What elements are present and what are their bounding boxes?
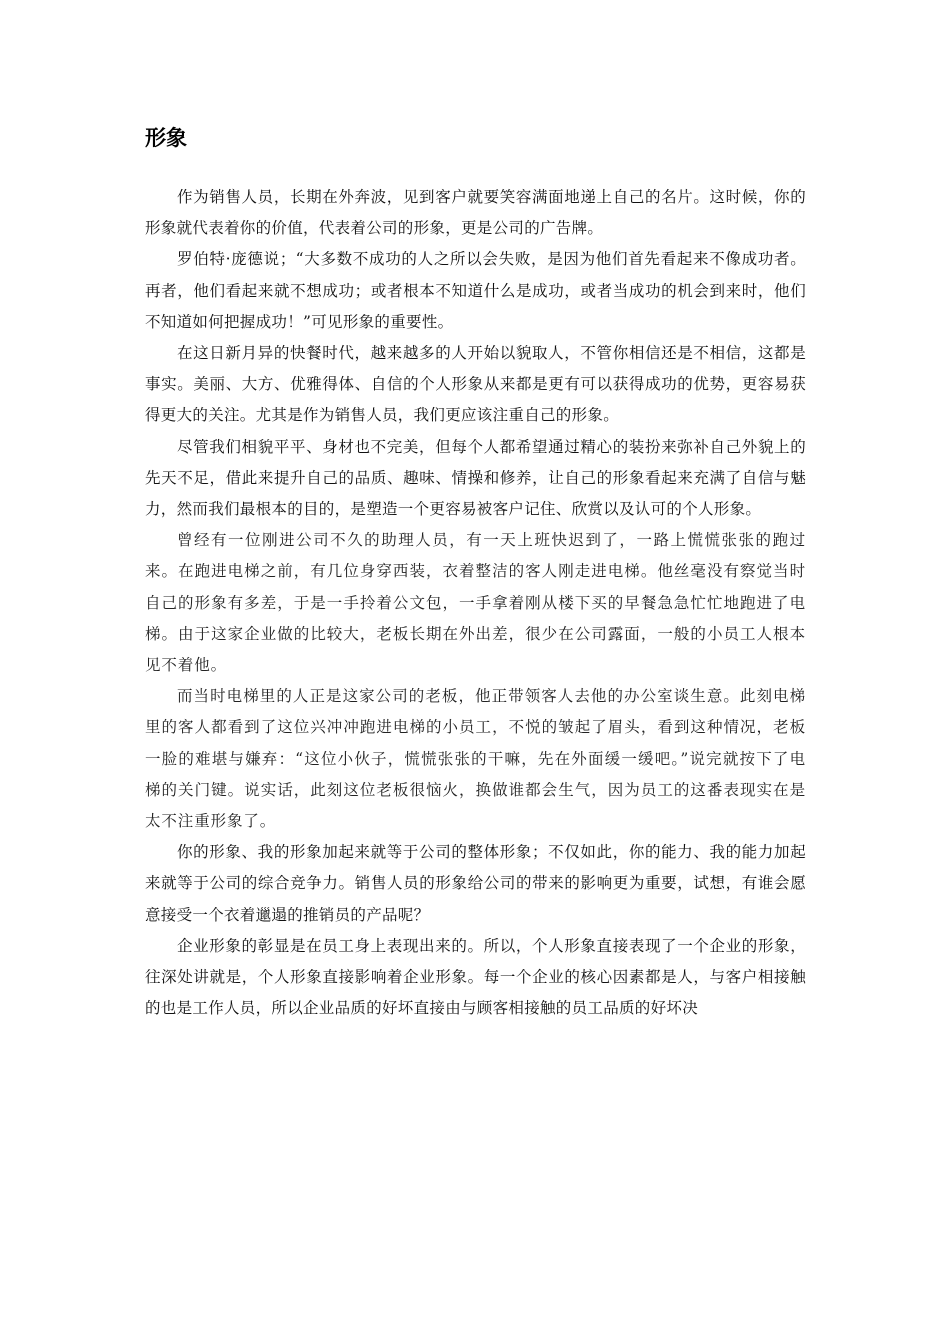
paragraph-5: 曾经有一位刚进公司不久的助理人员，有一天上班快迟到了，一路上慌慌张张的跑过来。在跑进电梯之前，有几位身穿西装，衣着整洁的客人刚走进电梯。他丝毫没有察觉当时自己的形象有多差，于是一手拎着公文包，一手拿着刚从楼下买的早餐急急忙忙地跑进了电梯。由于这家企业做的比较大，老板长期在外出差，很少在公司露面，一般的小员工人根本见不着他。 bbox=[145, 531, 806, 675]
paragraph-4: 尽管我们相貌平平、身材也不完美，但每个人都希望通过精心的装扮来弥补自己外貌上的先天不足，借此来提升自己的品质、趣味、情操和修养，让自己的形象看起来充满了自信与魅力，然而我们最根本的目的，是塑造一个更容易被客户记住、欣赏以及认可的个人形象。 bbox=[145, 437, 806, 519]
document-body bbox=[145, 182, 806, 1024]
document-title: 形象 bbox=[145, 126, 187, 150]
paragraph-8: 企业形象的彰显是在员工身上表现出来的。所以，个人形象直接表现了一个企业的形象，往深处讲就是，个人形象直接影响着企业形象。每一个企业的核心因素都是人，与客户相接触的也是工作人员，所以企业品质的好坏直接由与顾客相接触的员工品质的好坏决 bbox=[145, 936, 806, 1018]
paragraph-7: 你的形象、我的形象加起来就等于公司的整体形象；不仅如此，你的能力、我的能力加起来就等于公司的综合竞争力。销售人员的形象给公司的带来的影响更为重要，试想，有谁会愿意接受一个衣着邋遢的推销员的产品呢？ bbox=[145, 843, 806, 924]
paragraph-3: 在这日新月异的快餐时代，越来越多的人开始以貌取人，不管你相信还是不相信，这都是事实。美丽、大方、优雅得体、自信的个人形象从来都是更有可以获得成功的优势，更容易获得更大的关注。尤其是作为销售人员，我们更应该注重自己的形象。 bbox=[145, 344, 806, 425]
paragraph-1: 作为销售人员，长期在外奔波，见到客户就要笑容满面地递上自己的名片。这时候，你的形象就代表着你的价值，代表着公司的形象，更是公司的广告牌。 bbox=[145, 188, 806, 238]
paragraph-6: 而当时电梯里的人正是这家公司的老板，他正带领客人去他的办公室谈生意。此刻电梯里的客人都看到了这位兴冲冲跑进电梯的小员工，不悦的皱起了眉头，看到这种情况，老板一脸的难堪与嫌弃：“这位小伙子，慌慌张张的干嘛，先在外面缓一缓吧。”说完就按下了电梯的关门键。说实话，此刻这位老板很恼火，换做谁都会生气，因为员工的这番表现实在是太不注重形象了。 bbox=[145, 687, 806, 831]
paragraph-2: 罗伯特·庞德说；“大多数不成功的人之所以会失败，是因为他们首先看起来不像成功者。再者，他们看起来就不想成功；或者根本不知道什么是成功，或者当成功的机会到来时，他们不知道如何把握成功！”可见形象的重要性。 bbox=[145, 250, 806, 331]
